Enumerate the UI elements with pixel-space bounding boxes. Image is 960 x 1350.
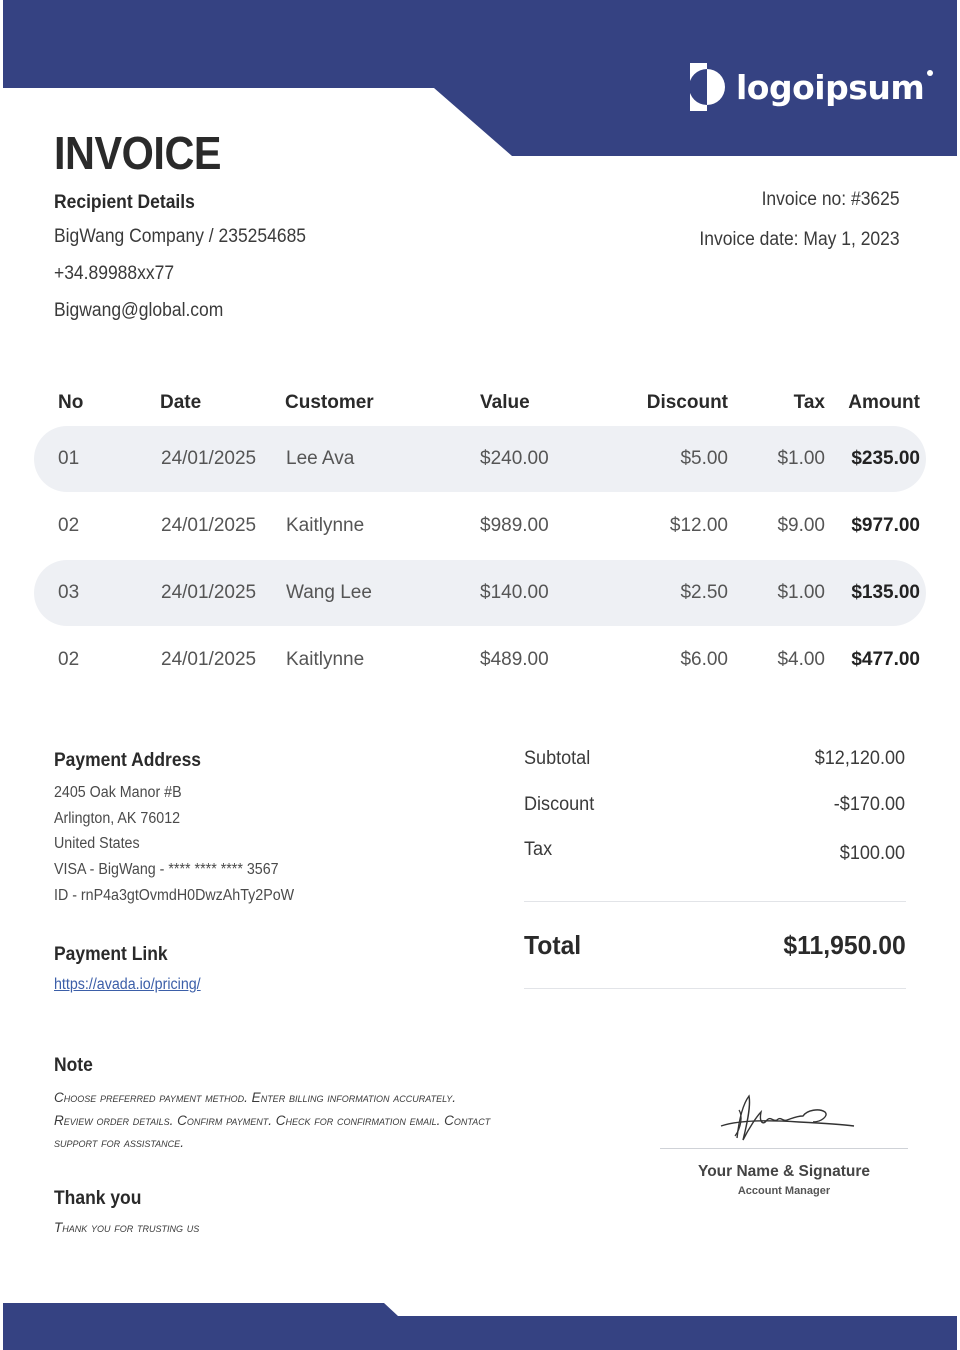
address-line-city: Arlington, AK 76012 <box>54 809 181 827</box>
recipient-email: Bigwang@global.com <box>54 300 224 321</box>
tax-value: $100.00 <box>839 843 906 864</box>
tax-label: Tax <box>524 839 553 860</box>
invoice-meta <box>682 186 900 266</box>
cell-amount: $477.00 <box>851 649 920 670</box>
table-header <box>34 380 926 426</box>
recipient-phone: +34.89988xx77 <box>54 263 175 284</box>
cell-no: 02 <box>58 649 80 670</box>
discount-label: Discount <box>524 794 595 815</box>
cell-discount: $2.50 <box>680 582 728 603</box>
payment-id: ID - rnP4a3gtOvmdH0DwzAhTy2PoW <box>54 886 295 904</box>
totals-summary <box>524 748 906 989</box>
cell-customer: Kaitlynne <box>286 515 365 536</box>
total-label: Total <box>524 929 582 960</box>
payment-link[interactable]: https://avada.io/pricing/ <box>54 976 201 993</box>
total-row <box>524 902 906 988</box>
column-header-amount: Amount <box>848 392 920 413</box>
cell-value: $489.00 <box>480 649 549 670</box>
table-row <box>34 560 926 626</box>
column-header-date: Date <box>160 392 202 413</box>
cell-tax: $1.00 <box>777 448 825 469</box>
divider <box>524 988 906 989</box>
cell-no: 01 <box>58 448 80 469</box>
cell-date: 24/01/2025 <box>161 515 257 536</box>
table-row <box>34 426 926 492</box>
footer-band <box>0 1296 960 1350</box>
thank-you-section <box>54 1188 199 1235</box>
cell-customer: Kaitlynne <box>286 649 365 670</box>
table-row <box>34 627 926 693</box>
table-row <box>34 493 926 559</box>
logo-text: logoipsum <box>736 68 924 107</box>
signature-scribble-icon <box>709 1090 859 1144</box>
cell-discount: $5.00 <box>680 448 728 469</box>
company-logo <box>690 62 924 112</box>
thank-you-heading: Thank you <box>54 1188 142 1209</box>
cell-value: $240.00 <box>480 448 549 469</box>
column-header-discount: Discount <box>646 392 728 413</box>
recipient-details <box>54 192 328 329</box>
cell-no: 03 <box>58 582 80 603</box>
payment-address <box>54 750 315 908</box>
cell-value: $140.00 <box>480 582 549 603</box>
column-header-value: Value <box>480 392 530 413</box>
cell-discount: $12.00 <box>669 515 728 536</box>
subtotal-value: $12,120.00 <box>814 748 906 769</box>
signature-name: Your Name & Signature <box>698 1163 870 1180</box>
discount-value: -$170.00 <box>833 794 906 815</box>
cell-date: 24/01/2025 <box>161 582 257 603</box>
cell-amount: $135.00 <box>851 582 920 603</box>
cell-tax: $9.00 <box>777 515 825 536</box>
cell-tax: $1.00 <box>777 582 825 603</box>
cell-no: 02 <box>58 515 80 536</box>
cell-customer: Wang Lee <box>286 582 372 603</box>
discount-row <box>524 794 905 839</box>
subtotal-row <box>524 748 905 794</box>
column-header-no: No <box>58 392 84 413</box>
note-section <box>54 1055 494 1155</box>
cell-tax: $4.00 <box>777 649 825 670</box>
invoice-date: Invoice date: May 1, 2023 <box>699 229 900 250</box>
note-heading: Note <box>54 1055 93 1076</box>
subtotal-label: Subtotal <box>524 748 591 769</box>
total-value: $11,950.00 <box>783 929 906 960</box>
signature-line <box>660 1148 908 1149</box>
cell-customer: Lee Ava <box>286 448 355 469</box>
column-header-tax: Tax <box>793 392 825 413</box>
recipient-company: BigWang Company / 235254685 <box>54 226 307 247</box>
signature-role: Account Manager <box>737 1185 831 1197</box>
logo-mark-icon <box>690 63 726 111</box>
page-title: INVOICE <box>54 127 222 179</box>
address-line-country: United States <box>54 835 140 853</box>
cell-amount: $235.00 <box>851 448 920 469</box>
signature-block <box>660 1090 908 1197</box>
payment-address-heading: Payment Address <box>54 750 202 771</box>
column-header-customer: Customer <box>285 392 374 413</box>
payment-card: VISA - BigWang - **** **** **** 3567 <box>54 861 279 879</box>
payment-link-section <box>54 944 213 994</box>
recipient-heading: Recipient Details <box>54 192 195 213</box>
invoice-number: Invoice no: #3625 <box>761 189 900 210</box>
note-text: Choose preferred payment method. Enter billing information accurately. Review order details. Confirm payment. Check for confirmation email. Contact support for assistance. <box>54 1090 491 1150</box>
tax-row <box>524 839 905 875</box>
cell-date: 24/01/2025 <box>161 649 257 670</box>
cell-value: $989.00 <box>480 515 549 536</box>
line-items-table <box>34 380 926 694</box>
thank-you-text: Thank you for trusting us <box>54 1220 200 1235</box>
cell-date: 24/01/2025 <box>161 448 257 469</box>
cell-discount: $6.00 <box>680 649 728 670</box>
payment-link-heading: Payment Link <box>54 944 168 965</box>
cell-amount: $977.00 <box>851 515 920 536</box>
address-line-street: 2405 Oak Manor #B <box>54 784 182 801</box>
